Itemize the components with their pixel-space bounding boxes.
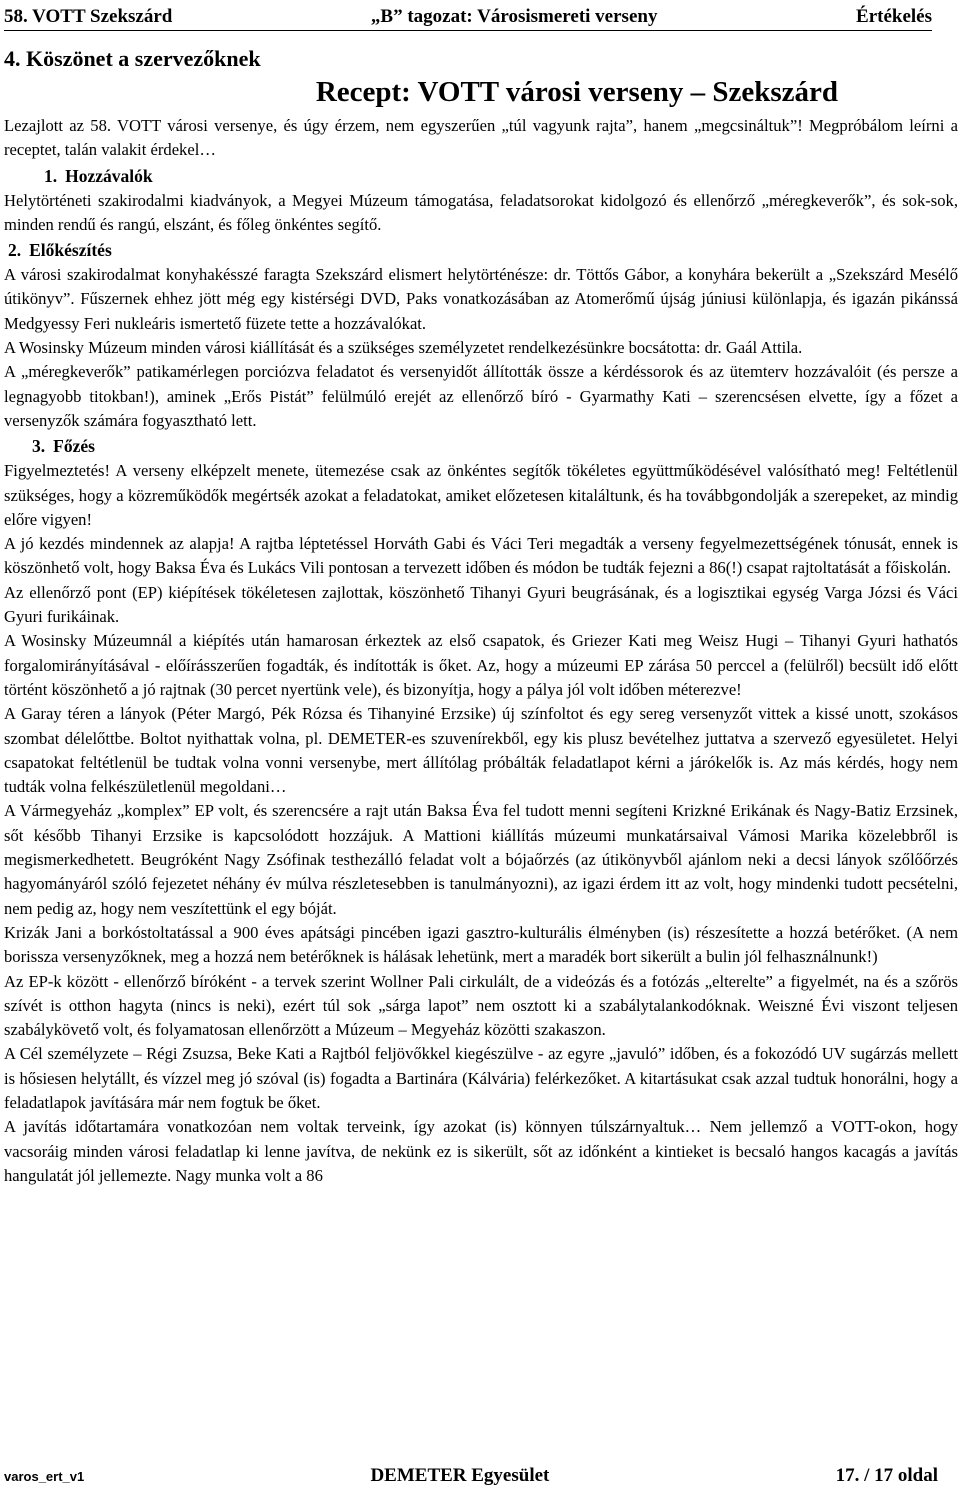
section-title: Előkészítés xyxy=(29,240,112,261)
paragraph: A Wosinsky Múzeumnál a kiépítés után hamarosan érkeztek az első csapatok, és Griezer Kati meg Weisz Hugi – Tihanyi Gyuri hathatós forgalomirányításával - előírásszerűen fogadták, és indították is őket. Az, hogy a múzeumi EP zárása 50 perccel a (felülről) becsült idő előtt történt köszönhető a jó rajtnak (30 percet nyertünk vele), és bizonyítja, hogy a pálya jól volt időben méterezve! xyxy=(4,631,958,699)
paragraph: A városi szakirodalmat konyhakésszé faragta Szekszárd elismert helytörténésze: dr. Töttős Gábor, a konyhára bekerült a „Szekszárd Mesélő útikönyv”. Fűszernek ehhez jött még egy kistérségi DVD, Paks vonatkozásában az Atomerőmű újság júniusi különlapja, és igazán pikánssá Medgyessy Feri nukleáris ismertető füzete tette a hozzávalókat. xyxy=(4,265,958,333)
footer-left: varos_ert_v1 xyxy=(4,1468,85,1484)
paragraph: A „méregkeverők” patikamérlegen porciózva feladatot és versenyidőt állították össze a kérdéssorok és az ütemterv hozzávalóit (és persze a legnagyobb titokban!), aminek „Erős Pistát” felülmúló erejét az ellenőrző bíró - Gyarmathy Kati – szerencsésen elvette, így a főzet a versenyzők számára fogyasztható lett. xyxy=(4,362,958,430)
section-title: Főzés xyxy=(53,436,95,457)
paragraph: A jó kezdés mindennek az alapja! A rajtba léptetéssel Horváth Gabi és Váci Teri megadták a verseny fegyelmezettségének tónusát, ennek is köszönhető volt, hogy Baksa Éva és Lukács Vili pontosan a tervezett időben és módon be tudták fejezni a 86(!) csapat rajtoltatását a főiskolán. xyxy=(4,534,958,578)
section-number: 3. xyxy=(32,436,46,457)
paragraph: Az ellenőrző pont (EP) kiépítések tökéletesen zajlottak, köszönhető Tihanyi Gyuri beugrásának, és a logisztikai egység Varga Józsi és Váci Gyuri furikáinak. xyxy=(4,582,958,627)
paragraph: Helytörténeti szakirodalmi kiadványok, a Megyei Múzeum támogatása, feladatsorokat kidolgozó és ellenőrző „méregkeverők”, és sok-sok, minden rendű és rangú, elszánt, és főleg önkéntes segítő. xyxy=(4,190,958,234)
section-title: Hozzávalók xyxy=(65,165,153,186)
paragraph: A Garay téren a lányok (Péter Margó, Pék Rózsa és Tihanyiné Erzsike) új színfoltot és egy sereg versenyzőt vittek a kissé unott, szokásos szombat délelőttbe. Boltot nyithattak volna, pl. DEMETER-es szuvenírekből, egy kis plusz bevételhez juttatva a szervező egyesületet. Helyi csapatokat feltétlenül be tudtak volna vonni versenybe, mert állítólag próbálták feladatlapot kérni a járókelők is. Az más kérdés, hogy nem tudták volna felkészületlenül megoldani… xyxy=(4,704,958,797)
paragraph: Az EP-k között - ellenőrző bíróként - a tervek szerint Wollner Pali cirkulált, de a videózás és a fotózás „elterelte” a figyelmét, na és a szőrös szívét is otthon hagyta (nincs is neki), ezért túl sok „sárga lapot” nem osztott ki a szabálytalankodóknak. Weiszné Évi viszont teljesen szabálykövető volt, és folyamatosan ellenőrzött a Múzeum – Megyeház közötti szakaszon. xyxy=(4,971,958,1040)
recipe-title xyxy=(4,74,958,110)
footer-center: DEMETER Egyesület xyxy=(370,1465,550,1486)
header-left: 58. VOTT Szekszárd xyxy=(4,6,173,27)
section-heading-ingredients xyxy=(4,163,958,189)
document-body xyxy=(4,44,958,1188)
header-center: „B” tagozat: Városismereti verseny xyxy=(370,6,658,27)
section-number: 2. xyxy=(8,240,22,261)
footer-page-number: 17. / 17 oldal xyxy=(835,1465,938,1486)
thanks-heading: 4. Köszönet a szervezőknek xyxy=(4,46,261,71)
page-header xyxy=(4,4,932,31)
section-heading-preparation xyxy=(4,237,958,263)
paragraph: Krizák Jani a borkóstoltatással a 900 éves apátsági pincében igazi gasztro-kulturális élményben (is) részesítette a hozzá betérőket. (A nem borissza versenyzőknek, meg a hozzá nem betérőknek is hálásak lehetünk, mert a maradék bort sikerült a bulin jól felhasználnunk!) xyxy=(4,922,958,967)
paragraph: A Vármegyeház „komplex” EP volt, és szerencsére a rajt után Baksa Éva fel tudott menni segíteni Krizkné Erikának és Nagy-Batiz Erzsinek, sőt később Tihanyi Erzsike is kapcsolódott hozzájuk. A Mattioni kiállítás múzeumi munkatársaival Vámosi Marika közelebbről is megismerkedhetett. Beugróként Nagy Zsófinak testhezálló feladat volt a bójaőrzés (az útikönyvből ajánlom neki a decsi lányok szőlőőrzés hagyományáról szóló fejezetet néhány év múlva részletesebben is tanulmányozni), az igazi érdem itt az volt, hogy mindenki tudott pecsételni, nem pedig az, hogy nem veszítettünk el egy bóját. xyxy=(4,801,958,918)
section-number: 1. xyxy=(44,165,58,186)
recipe-title-text: Recept: VOTT városi verseny – Szekszárd xyxy=(315,76,838,108)
paragraph: A javítás időtartamára vonatkozóan nem voltak terveink, így azokat (is) könnyen túlszárnyaltuk… Nem jellemző a VOTT-okon, hogy vacsoráig minden városi feladatlap ki lenne javítva, de nekünk ez is sikerült, sőt az időnként a kintieket is becsaló hangos kacagás a javítás hangulatát jól jellemezte. Nagy munka volt a 86 xyxy=(4,1117,958,1185)
paragraph: A Wosinsky Múzeum minden városi kiállítását és a szükséges személyzetet rendelkezésünkre bocsátotta: dr. Gaál Attila. xyxy=(4,338,803,358)
paragraph: Figyelmeztetés! A verseny elképzelt menete, ütemezése csak az önkéntes segítők tökéletes együttműködésével valósítható meg! Feltétlenül szükséges, hogy a közreműködők megértsék azokat a feladatokat, amiket előzetesen kitaláltunk, és ha továbbgondolják a szerepeket, az mindig előre vigyen! xyxy=(4,461,958,529)
paragraph: A Cél személyzete – Régi Zsuzsa, Beke Kati a Rajtból feljövőkkel kiegészülve - az egyre „javuló” időben, és a fokozódó UV sugárzás mellett is hősiesen helytállt, és vízzel meg jó szóval (is) fogadta a Bartinára (Kálvária) felérkezőket. A kitartásukat csak azzal tudtuk honorálni, hogy a feladatlapok javítására már nem fogtuk be őket. xyxy=(4,1044,958,1112)
page-footer xyxy=(4,1462,938,1490)
header-right: Értékelés xyxy=(856,6,932,27)
intro-paragraph: Lezajlott az 58. VOTT városi versenye, és úgy érzem, nem egyszerűen „túl vagyunk rajta”, hanem „megcsináltuk”! Megpróbálom leírni a receptet, talán valakit érdekel… xyxy=(4,116,958,160)
section-heading-cooking xyxy=(4,433,958,459)
